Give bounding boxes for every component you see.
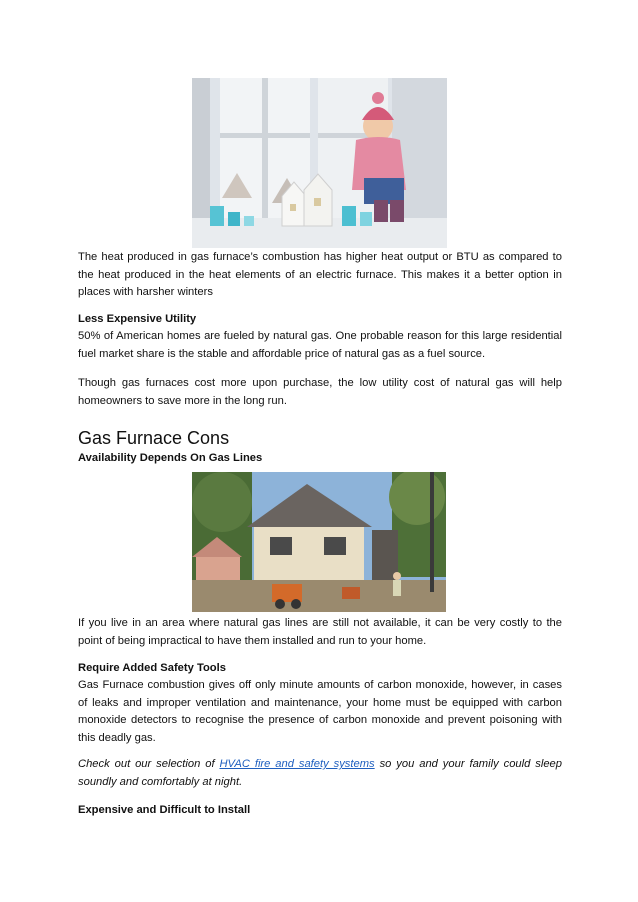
section-heading-cons: Gas Furnace Cons — [78, 428, 230, 448]
photo-girl-by-window — [192, 78, 447, 248]
photo-house-construction — [192, 472, 446, 612]
subheading-less-expensive-utility: Less Expensive Utility — [78, 313, 197, 325]
paragraph-natural-gas-share: 50% of American homes are fueled by natural gas. One probable reason for this large residential fuel market share is the stable and affordable price of natural gas as a fuel source. — [78, 330, 562, 360]
hvac-safety-link[interactable]: HVAC fire and safety systems — [219, 758, 375, 770]
cta-text-after: so you and your family could sleep soundly and comfortably at night. — [78, 758, 562, 788]
paragraph-carbon-monoxide: Gas Furnace combustion gives off only minute amounts of carbon monoxide, however, in cases of leaks and improper ventilation and maintenance, your home must be equipped with carbon monoxide detectors to recognise the presence of carbon monoxide and prevent poisoning with this deadly gas. — [78, 679, 562, 744]
subheading-safety-tools: Require Added Safety Tools — [78, 662, 226, 674]
paragraph-gas-lines: If you live in an area where natural gas lines are still not available, it can be very costly to the point of being impractical to have them installed and run to your home. — [78, 617, 562, 647]
cta-text-before: Check out our selection of — [78, 758, 220, 770]
paragraph-utility-cost: Though gas furnaces cost more upon purchase, the low utility cost of natural gas will help homeowners to save more in the long run. — [78, 377, 562, 407]
paragraph-cta — [78, 756, 562, 791]
subheading-availability: Availability Depends On Gas Lines — [78, 452, 263, 464]
paragraph-heat-output: The heat produced in gas furnace’s combustion has higher heat output or BTU as compared to the heat produced in the heat elements of an electric furnace. This makes it a better option in places with harsher winters — [78, 251, 562, 299]
subheading-expensive-install: Expensive and Difficult to Install — [78, 804, 251, 816]
